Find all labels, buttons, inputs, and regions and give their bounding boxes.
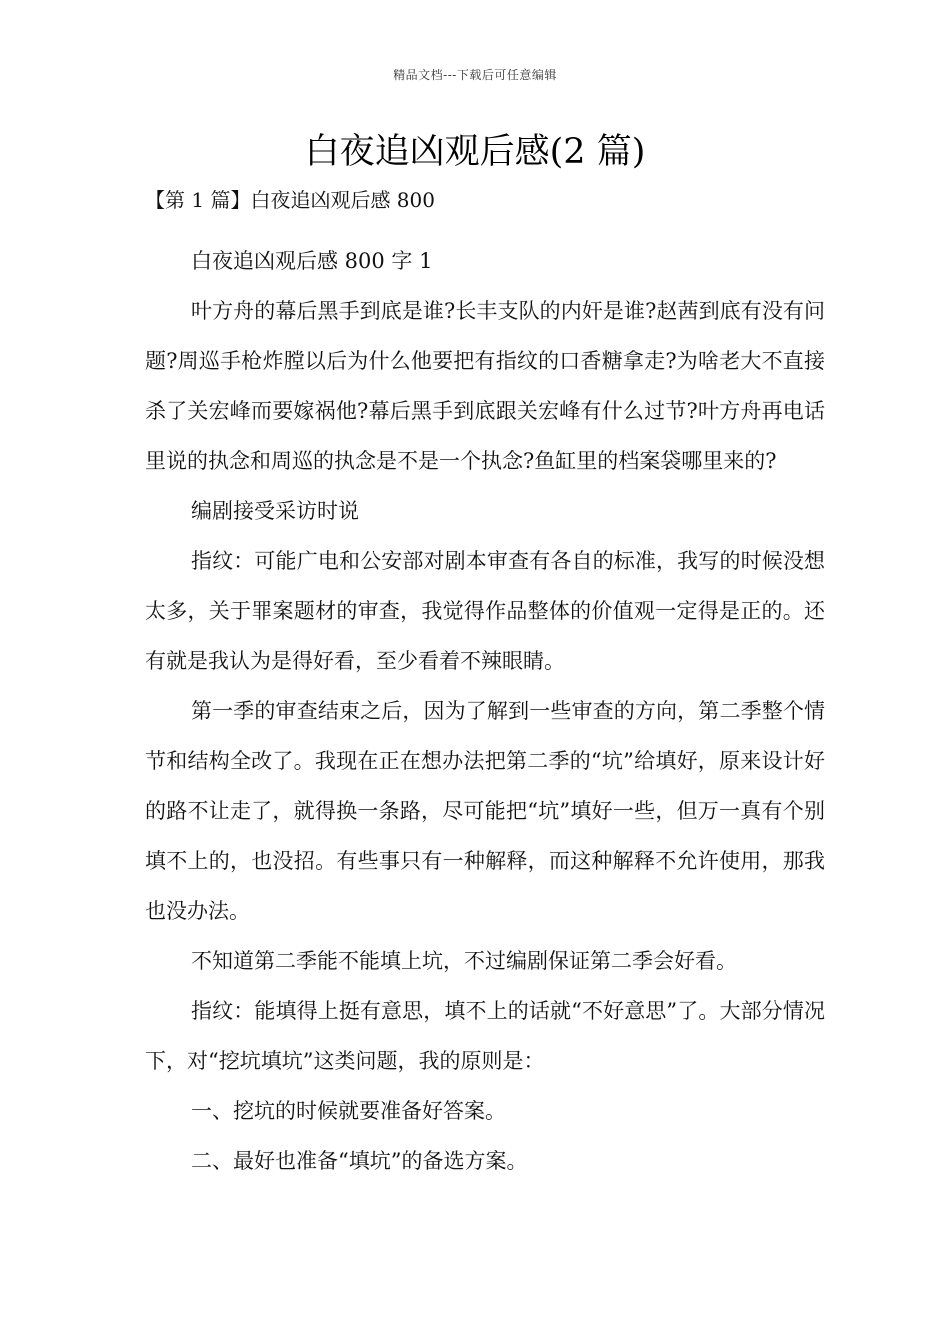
paragraph-principle: 指纹：能填得上挺有意思，填不上的话就“不好意思”了。大部分情况下，对“挖坑填坑”这类问题，我的原则是： — [145, 999, 825, 1073]
paragraph-rule-two: 二、最好也准备“填坑”的备选方案。 — [191, 1149, 528, 1173]
subheading-paragraph: 白夜追凶观后感 800 字 1 — [191, 249, 433, 273]
section-heading: 【第 1 篇】白夜追凶观后感 800 — [145, 188, 435, 212]
paragraph-promise: 不知道第二季能不能填上坑，不过编剧保证第二季会好看。 — [191, 949, 737, 973]
header-note: 精品文档---下载后可任意编辑 — [393, 68, 557, 82]
paragraph-interview-intro: 编剧接受采访时说 — [191, 499, 359, 523]
paragraph-season-two: 第一季的审查结束之后，因为了解到一些审查的方向，第二季整个情节和结构全改了。我现在正在想办法把第二季的“坑”给填好，原来设计好的路不让走了，就得换一条路，尽可能把“坑”填好一些，但万一真有个别填不上的，也没招。有些事只有一种解释，而这种解释不允许使用，那我也没办法。 — [145, 699, 825, 923]
paragraph-review-standard: 指纹：可能广电和公安部对剧本审查有各自的标准，我写的时候没想太多，关于罪案题材的审查，我觉得作品整体的价值观一定得是正的。还有就是我认为是得好看，至少看着不辣眼睛。 — [145, 549, 825, 673]
paragraph-rule-one: 一、挖坑的时候就要准备好答案。 — [191, 1099, 506, 1123]
document-title: 白夜追凶观后感(2 篇) — [304, 132, 646, 172]
paragraph-questions: 叶方舟的幕后黑手到底是谁?长丰支队的内奸是谁?赵茜到底有没有问题?周巡手枪炸膛以后为什么他要把有指纹的口香糖拿走?为啥老大不直接杀了关宏峰而要嫁祸他?幕后黑手到底跟关宏峰有什么过节?叶方舟再电话里说的执念和周巡的执念是不是一个执念?鱼缸里的档案袋哪里来的? — [145, 299, 825, 473]
body-text — [145, 236, 825, 1186]
